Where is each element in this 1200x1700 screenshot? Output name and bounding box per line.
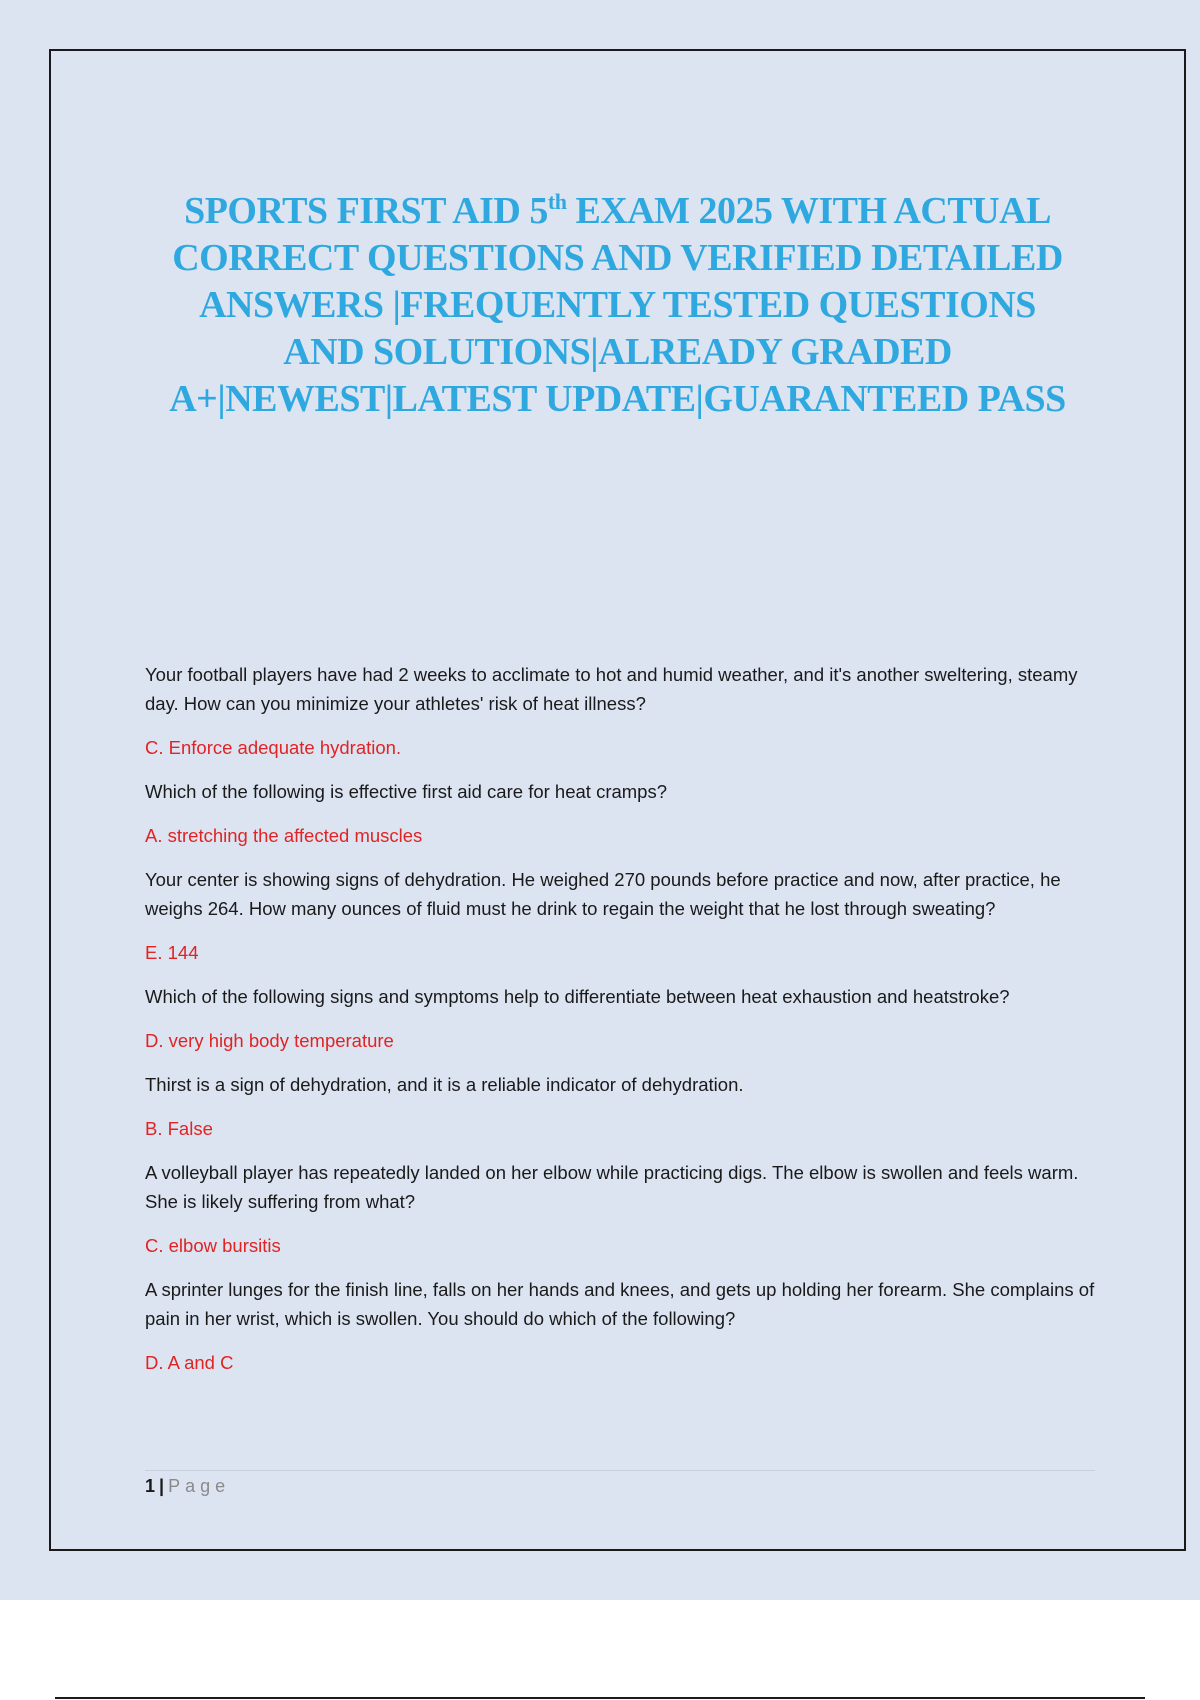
question-text: A volleyball player has repeatedly landed on her elbow while practicing digs. The elbow is swollen and feels warm. She is likely suffering from what?: [145, 1162, 1079, 1212]
title-line-4: AND SOLUTIONS|ALREADY GRADED: [283, 331, 952, 373]
document-title: [120, 188, 1115, 423]
page-number: 1: [145, 1476, 156, 1496]
bottom-divider: [55, 1697, 1145, 1699]
answer-text: B. False: [145, 1118, 213, 1139]
question-text: Which of the following signs and symptoms help to differentiate between heat exhaustion and heatstroke?: [145, 986, 1010, 1007]
answer-text: C. Enforce adequate hydration.: [145, 737, 402, 758]
question-text: Thirst is a sign of dehydration, and it is a reliable indicator of dehydration.: [145, 1074, 744, 1095]
title-line-3: ANSWERS |FREQUENTLY TESTED QUESTIONS: [199, 284, 1036, 326]
question-text: Your center is showing signs of dehydration. He weighed 270 pounds before practice and now, after practice, he weighs 264. How many ounces of fluid must he drink to regain the weight that he lost through sweating?: [145, 869, 1061, 919]
footer-divider: [145, 1470, 1095, 1471]
page-footer: [145, 1474, 230, 1498]
question-text: Which of the following is effective first aid care for heat cramps?: [145, 781, 668, 802]
title-line-2: CORRECT QUESTIONS AND VERIFIED DETAILED: [172, 237, 1063, 279]
answer-text: E. 144: [145, 942, 199, 963]
answer-text: D. very high body temperature: [145, 1030, 394, 1051]
answer-text: C. elbow bursitis: [145, 1235, 281, 1256]
qa-list: [145, 660, 1105, 1392]
answer-text: D. A and C: [145, 1352, 234, 1373]
title-line-1: SPORTS FIRST AID 5th EXAM 2025 WITH ACTUAL: [184, 189, 1051, 232]
question-text: Your football players have had 2 weeks to acclimate to hot and humid weather, and it's another sweltering, steamy day. How can you minimize your athletes' risk of heat illness?: [145, 664, 1078, 714]
question-text: A sprinter lunges for the finish line, falls on her hands and knees, and gets up holding her forearm. She complains of pain in her wrist, which is swollen. You should do which of the following?: [145, 1279, 1095, 1329]
footer-separator: |: [159, 1476, 165, 1496]
title-superscript: th: [547, 189, 567, 214]
answer-text: A. stretching the affected muscles: [145, 825, 423, 846]
page-label: Page: [168, 1476, 231, 1496]
title-line-5: A+|NEWEST|LATEST UPDATE|GUARANTEED PASS: [169, 378, 1066, 420]
